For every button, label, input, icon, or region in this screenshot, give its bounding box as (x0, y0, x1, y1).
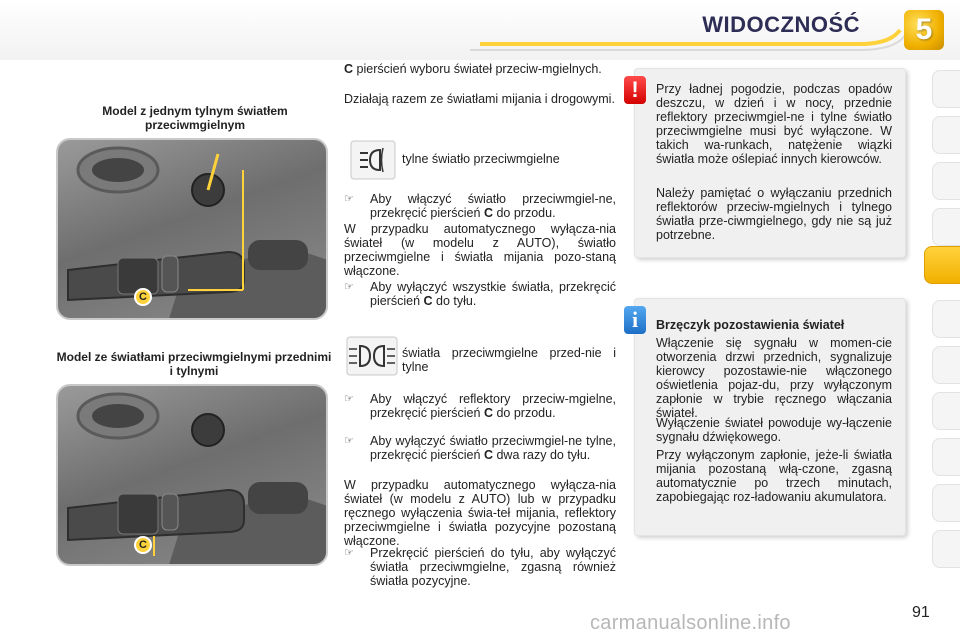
info-paragraph-1: Włączenie się sygnału w momen-cie otworzenia drzwi przednich, sygnalizuje kierowcy pozostawie-nie włączonego oświetlenia pojaz-du, przy wyłączonym zapłonie w trybie ręcznego włączania świateł. (656, 336, 892, 420)
front-rear-fog-label: światła przeciwmgielne przed-nie i tylne (402, 346, 616, 374)
info-paragraph-2: Wyłączenie świateł powoduje wy-łączenie sygnału dźwiękowego. (656, 416, 892, 444)
chapter-side-tabs (928, 60, 960, 580)
model1-label: Model z jednym tylnym światłem przeciwmgielnym (102, 104, 288, 132)
side-tab[interactable] (932, 300, 960, 338)
ring-marker-c: C (134, 536, 152, 554)
info-icon: i (624, 306, 646, 334)
side-tab-active[interactable] (924, 246, 960, 284)
auto-mode-text-2: W przypadku automatycznego wyłącza-nia świateł (w modelu z AUTO) lub w przypadku ręcznego wyłączenia świa-teł mijania, reflektory przeciwmgielne i światła pozycyjne pozostaną włączone. (344, 478, 616, 548)
auto-mode-text-1: W przypadku automatycznego wyłącza-nia świateł (w modelu z AUTO), światło przeciwmgielne i światła mijania pozo-staną włączone. (344, 222, 616, 278)
watermark: carmanualsonline.info (590, 612, 791, 634)
rear-fog-label: tylne światło przeciwmgielne (402, 152, 560, 166)
model2-label: Model ze światłami przeciwmgielnymi przednimi i tylnymi (56, 350, 332, 378)
info-heading: Brzęczyk pozostawienia świateł (656, 318, 845, 332)
stalk-illustration-2 (58, 386, 328, 566)
stalk-illustration-1 (58, 140, 328, 320)
warning-icon: ! (624, 76, 646, 104)
photo-single-rear-fog (56, 138, 328, 320)
side-tab[interactable] (932, 70, 960, 108)
bullet-turn-off-all: ☞ Aby wyłączyć wszystkie światła, przekręcić pierścień C do tyłu. (344, 280, 616, 308)
intro-text: Działają razem ze światłami mijania i drogowymi. (344, 92, 615, 106)
info-box (634, 298, 906, 536)
warning-paragraph-1: Przy ładnej pogodzie, podczas opadów deszczu, w dzień i w nocy, przednie reflektory przeciwmgiel-ne i tylne światło przeciwmgielne musi być wyłączone. W takich wa-runkach, natężenie wiązki światła może oślepiać innych kierowców. (656, 82, 892, 166)
bullet-turn-on-rear: ☞ Aby włączyć światło przeciwmgiel-ne, przekręcić pierścień C do przodu. (344, 192, 616, 220)
photo-front-rear-fog (56, 384, 328, 566)
side-tab[interactable] (932, 530, 960, 568)
side-tab[interactable] (932, 438, 960, 476)
front-rear-fog-icon (346, 336, 398, 376)
side-tab[interactable] (932, 484, 960, 522)
chapter-number-badge: 5 (904, 10, 944, 50)
ring-letter: C (344, 62, 354, 76)
bullet-turn-off-front-all: ☞ Przekręcić pierścień do tyłu, aby wyłączyć światła przeciwmgielne, zgasną również światła pozycyjne. (344, 546, 616, 588)
warning-box (634, 68, 906, 258)
side-tab[interactable] (932, 162, 960, 200)
rear-fog-icon (350, 140, 396, 180)
side-tab[interactable] (932, 392, 960, 430)
side-tab[interactable] (932, 346, 960, 384)
bullet-turn-off-rear: ☞ Aby wyłączyć światło przeciwmgiel-ne tylne, przekręcić pierścień C dwa razy do tyłu. (344, 434, 616, 462)
info-paragraph-3: Przy wyłączonym zapłonie, jeże-li światła mijania pozostaną włą-czone, zgasną automatycznie po trzech minutach, zapobiegając roz-ładowaniu akumulatora. (656, 448, 892, 504)
ring-marker-c: C (134, 288, 152, 306)
bullet-turn-on-front: ☞ Aby włączyć reflektory przeciw-mgielne, przekręcić pierścień C do przodu. (344, 392, 616, 420)
side-tab[interactable] (932, 116, 960, 154)
page-title: WIDOCZNOŚĆ (702, 12, 860, 37)
warning-paragraph-2: Należy pamiętać o wyłączaniu przednich reflektorów przeciw-mgielnych i tylnego światła prze-ciwmgielnego, gdy nie są już potrzebne. (656, 186, 892, 242)
ring-desc-text: pierścień wyboru świateł przeciw-mgielnych. (356, 62, 602, 76)
ring-description (344, 62, 616, 76)
page-number: 91 (912, 604, 930, 621)
side-tab[interactable] (932, 208, 960, 246)
